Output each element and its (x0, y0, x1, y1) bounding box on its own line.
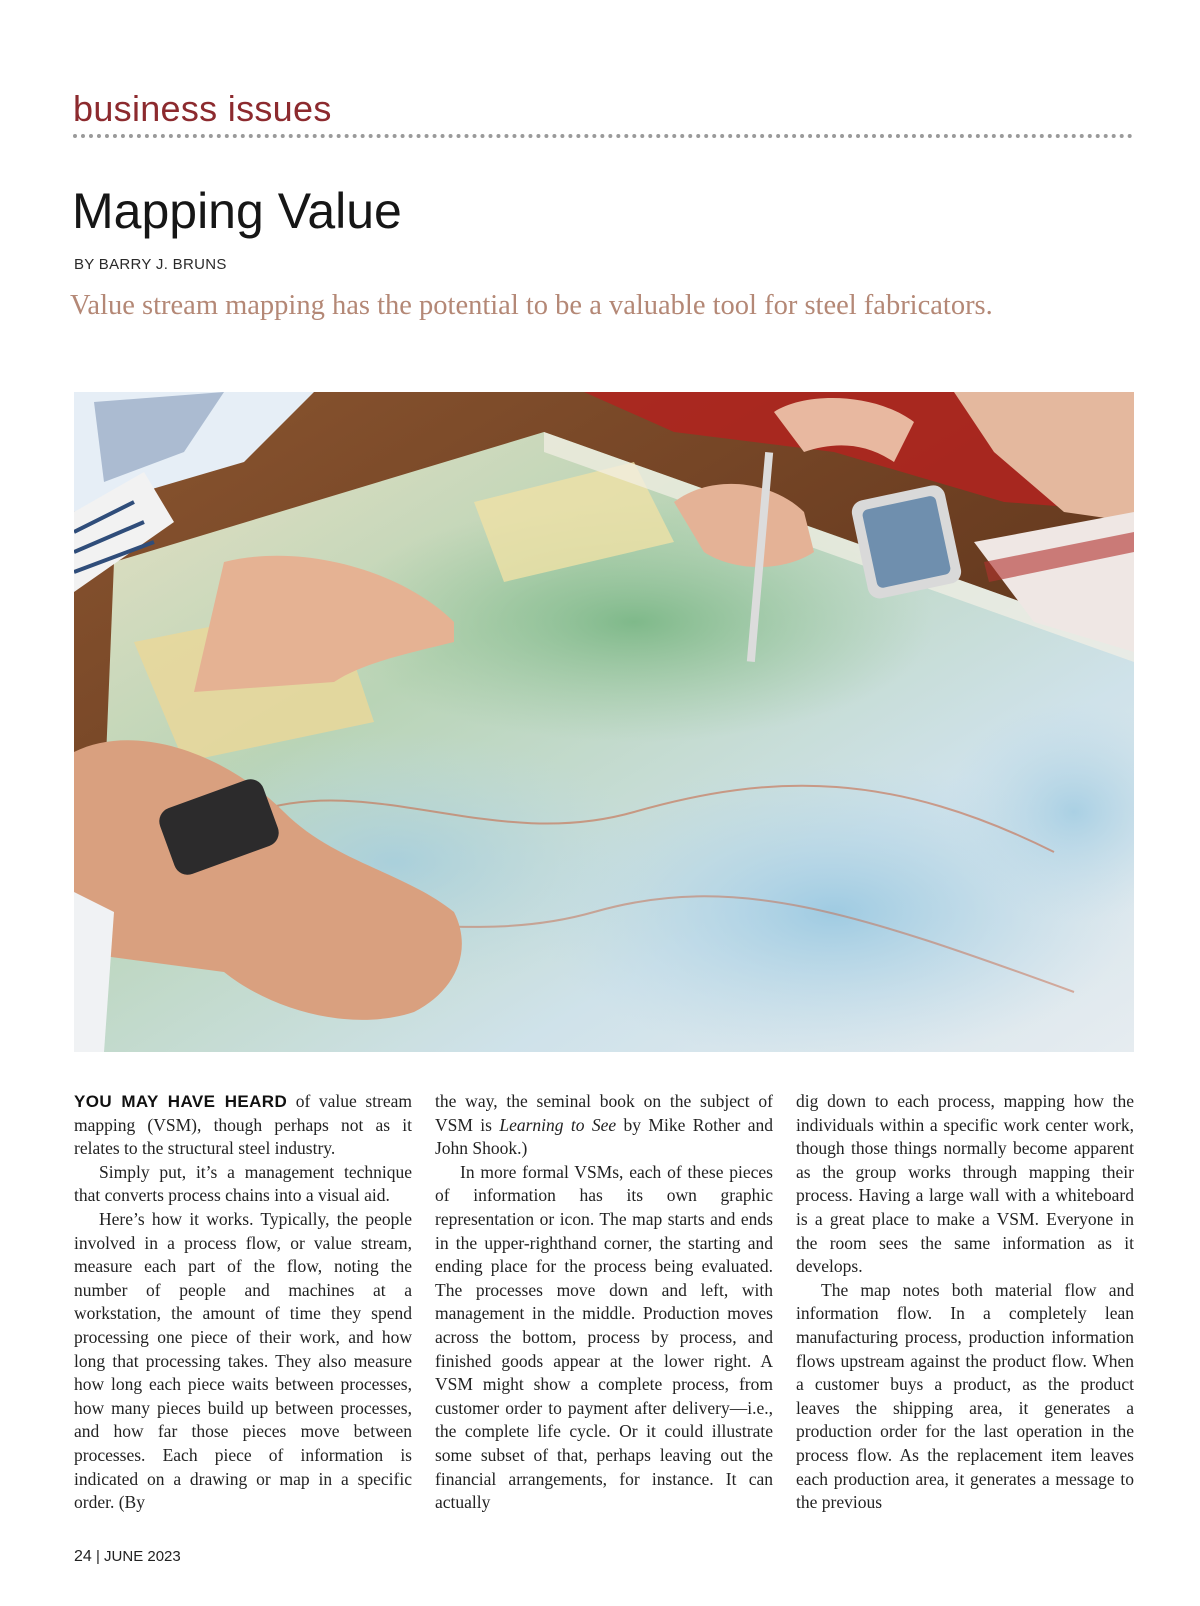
article-title: Mapping Value (72, 183, 402, 239)
footer-separator: | (91, 1548, 105, 1565)
hands-pointing-at-road-map-icon (74, 392, 1134, 1052)
section-label: business issues (73, 88, 332, 129)
article-body (74, 1090, 1134, 1530)
column-2 (435, 1090, 773, 1515)
column-3 (796, 1090, 1134, 1515)
issue-date: JUNE 2023 (104, 1548, 181, 1565)
byline: BY BARRY J. BRUNS (74, 256, 227, 273)
paragraph: In more formal VSMs, each of these pieces of information has its own graphic representation or icon. The map starts and ends in the upper-righthand corner, the starting and ending place for the process being evaluated. The processes move down and left, with management in the middle. Production moves across the bottom, process by process, and finished goods appear at the lower right. A VSM might show a complete process, from customer order to payment after delivery—i.e., the complete life cycle. Or it could illustrate some subset of that, perhaps leaving out the financial arrangements, for instance. It can actually (435, 1161, 773, 1513)
paragraph: Here’s how it works. Typically, the people involved in a process flow, or value stream, measure each part of the flow, noting the number of people and machines at a workstation, the amount of time they spend processing one piece of their work, and how long that processing takes. They also measure how long each piece waits between processes, how many pieces build up between processes, and how far those pieces move between processes. Each piece of information is indicated on a drawing or map in a specific order. (By (74, 1208, 412, 1513)
paragraph (435, 1090, 773, 1161)
paragraph: dig down to each process, mapping how the individuals within a specific work center work, though those things normally become apparent as the group works through mapping their process. Having a large wall with a whiteboard is a great place to make a VSM. Everyone in the room sees the same information as it develops. (796, 1091, 1134, 1277)
paragraph (74, 1090, 412, 1161)
dotted-divider (73, 134, 1133, 138)
lead-in: YOU MAY HAVE HEARD (74, 1092, 288, 1111)
paragraph-text: the way, the seminal book on the subject of VSM is (435, 1091, 773, 1135)
paragraph-text: of value stream mapping (VSM), though perhaps not as it relates to the structural steel industry. (74, 1091, 412, 1159)
paragraph: The map notes both material flow and information flow. In a completely lean manufacturing process, production information flows upstream against the product flow. When a customer buys a product, as the product leaves the shipping area, it generates a production order for the last operation in the process flow. As the replacement item leaves each production area, it generates a message to the previous (796, 1279, 1134, 1513)
page-footer (74, 1548, 181, 1566)
paragraph: Simply put, it’s a management technique that converts process chains into a visual aid. (74, 1161, 412, 1206)
deck-subtitle: Value stream mapping has the potential to be a valuable tool for steel fabricators. (70, 290, 993, 321)
paragraph-text: by Mike Rother and John Shook.) (435, 1114, 773, 1159)
page-number: 24 (74, 1548, 92, 1565)
book-title: Learning to See (499, 1114, 617, 1135)
article-photo (74, 392, 1134, 1052)
column-1 (74, 1090, 412, 1515)
